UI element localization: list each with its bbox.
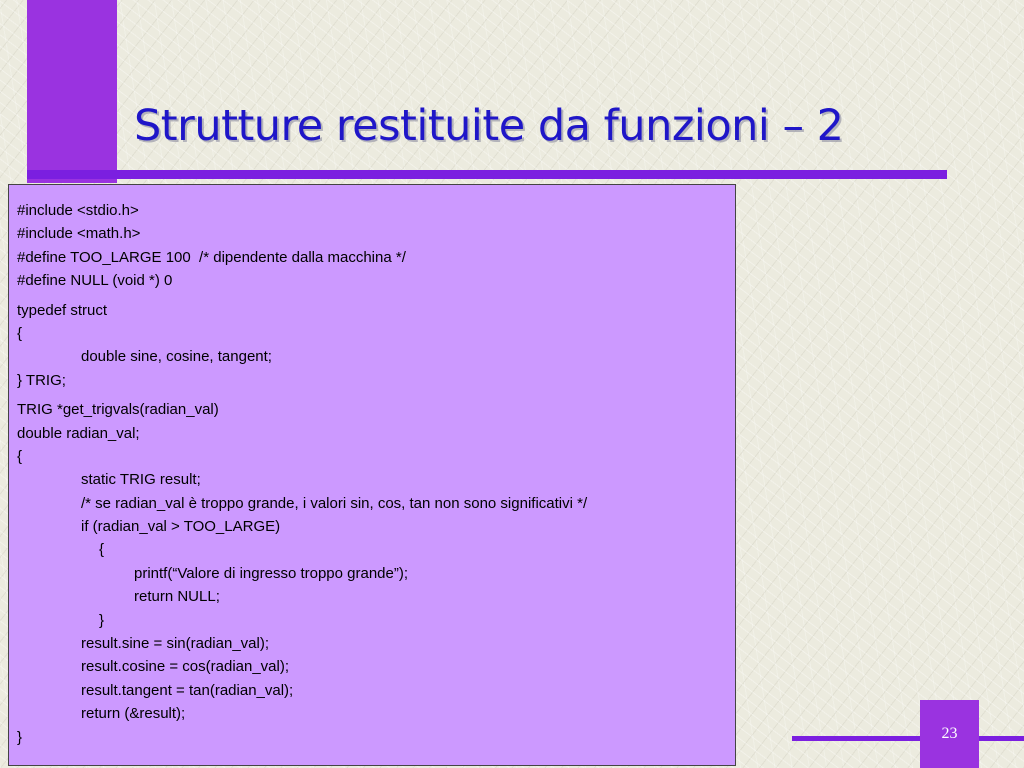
code-line: { <box>99 541 105 559</box>
code-line: } TRIG; <box>17 371 66 389</box>
code-listing <box>17 199 587 749</box>
code-line: TRIG *get_trigvals(radian_val) <box>17 401 219 419</box>
code-line: return (&result); <box>81 705 186 723</box>
code-line: #define TOO_LARGE 100 /* dipendente dalla macchina */ <box>17 248 406 266</box>
code-line: if (radian_val > TOO_LARGE) <box>81 518 281 536</box>
code-line: { <box>17 324 23 342</box>
slide-title: Strutture restituite da funzioni – 2 <box>134 101 844 151</box>
code-line: return NULL; <box>134 588 220 606</box>
code-line: double sine, cosine, tangent; <box>81 348 272 366</box>
code-listing-box <box>8 184 736 766</box>
code-line: { <box>17 447 23 465</box>
decorative-vertical-bar <box>27 0 117 183</box>
code-line: } <box>17 728 23 746</box>
footer-rule <box>792 736 1024 741</box>
code-line: } <box>99 611 105 629</box>
code-line: result.cosine = cos(radian_val); <box>81 658 290 676</box>
code-line: #include <math.h> <box>17 225 141 243</box>
code-line: /* se radian_val è troppo grande, i valori sin, cos, tan non sono significativi */ <box>81 494 588 512</box>
page-number-box <box>920 700 979 768</box>
code-line: result.sine = sin(radian_val); <box>81 635 270 653</box>
code-line: #include <stdio.h> <box>17 202 139 219</box>
code-line: #define NULL (void *) 0 <box>17 272 173 290</box>
title-underline-rule <box>27 170 947 179</box>
code-line: result.tangent = tan(radian_val); <box>81 681 294 699</box>
code-line: static TRIG result; <box>81 471 201 489</box>
page-number: 23 <box>941 725 958 742</box>
code-line: typedef struct <box>17 301 108 319</box>
code-line: printf(“Valore di ingresso troppo grande”); <box>134 564 409 582</box>
code-line: double radian_val; <box>17 424 140 442</box>
